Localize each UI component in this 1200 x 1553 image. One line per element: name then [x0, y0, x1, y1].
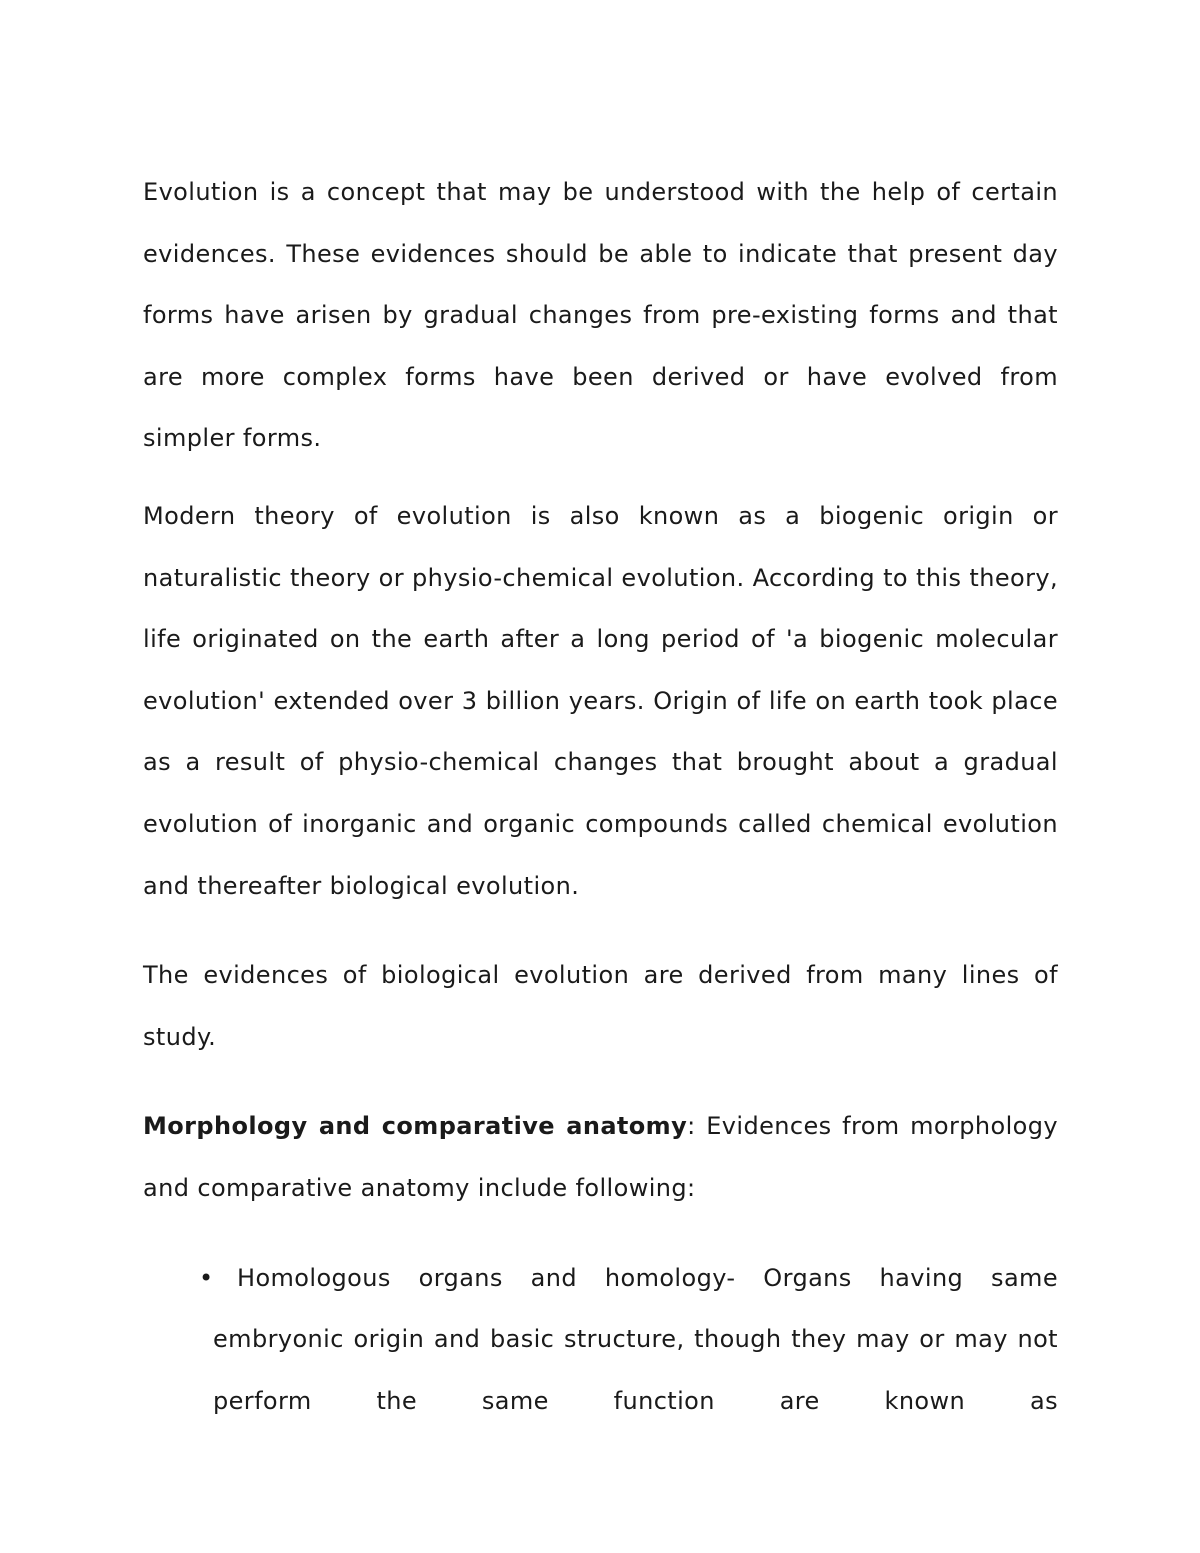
list-item [143, 1248, 1058, 1433]
document-body [143, 162, 1058, 1432]
paragraph-modern-theory: Modern theory of evolution is also known as a biogenic origin or naturalistic theory or physio-chemical evolution. According to this theory, life originated on the earth after a long period of 'a biogenic molecular evolution' extended over 3 billion years. Origin of life on earth took place as a result of physio-chemical changes that brought about a gradual evolution of inorganic and organic compounds called chemical evolution and thereafter biological evolution. [143, 501, 1058, 900]
paragraph-evolution-concept: Evolution is a concept that may be understood with the help of certain evidences. These evidences should be able to indicate that present day forms have arisen by gradual changes from pre-existing forms and that are more complex forms have been derived or have evolved from simpler forms. [143, 178, 1058, 453]
evidence-list [143, 1248, 1058, 1433]
paragraph-morphology [143, 1096, 1058, 1219]
list-item-text: Homologous organs and homology- Organs having same embryonic origin and basic structure, though they may or may not perform the same function are known as [213, 1263, 1058, 1415]
paragraph-evidences-lines: The evidences of biological evolution are derived from many lines of study. [143, 961, 1058, 1051]
bullet-icon: • [199, 1263, 214, 1292]
section-intro-text: : Evidences from morphology and comparative anatomy include following: [143, 1112, 1058, 1202]
section-term-morphology: Morphology and comparative anatomy [143, 1112, 688, 1141]
